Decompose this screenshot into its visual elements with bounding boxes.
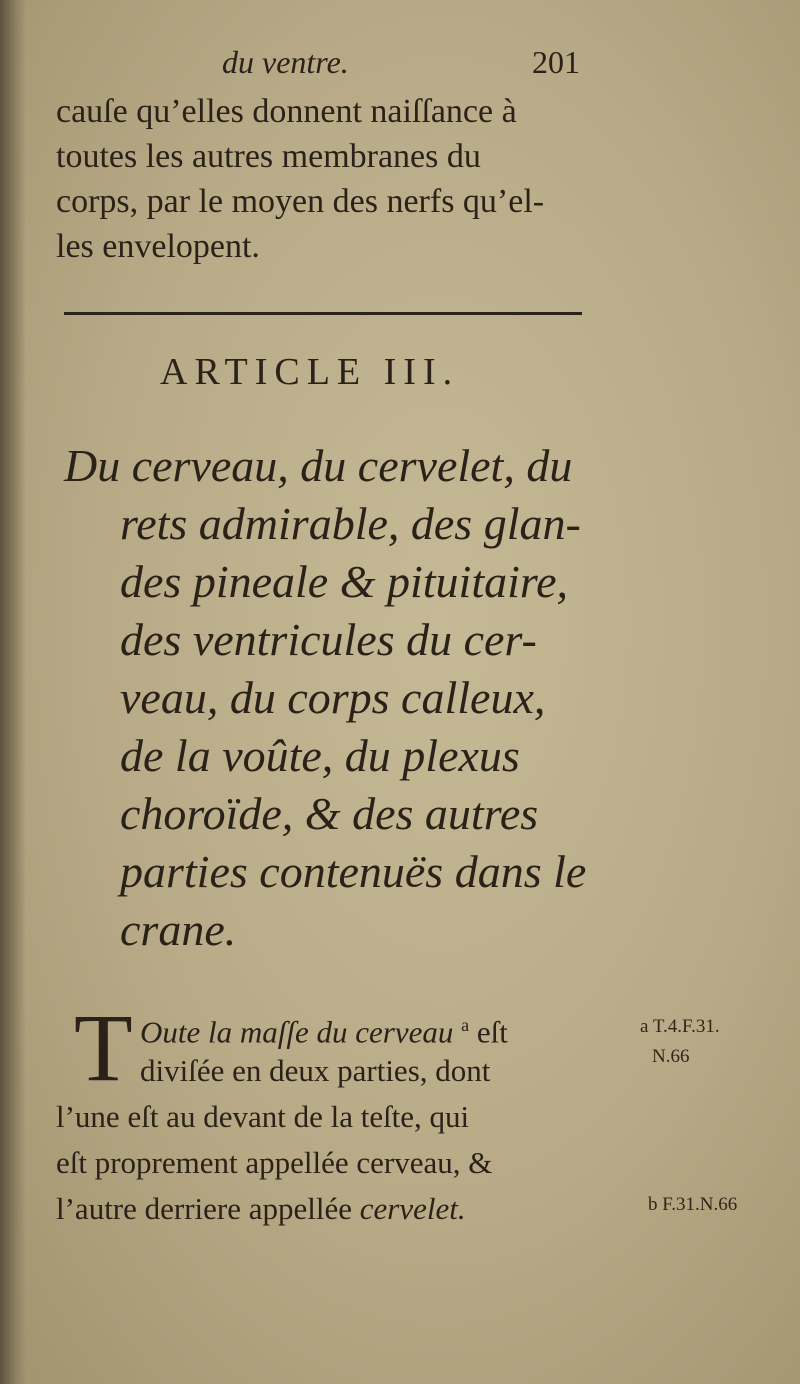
body-first-line: [140, 1006, 508, 1051]
margin-note: a T.4.F.31.: [640, 1016, 720, 1037]
note-mark: a: [461, 1015, 470, 1035]
text-line: les envelopent.: [56, 228, 260, 265]
body-first-words: Oute la maſſe du cerveau: [140, 1014, 454, 1050]
body-line: eſt proprement appellée cerveau, &: [56, 1145, 493, 1180]
body-last-italic: cervelet.: [359, 1191, 466, 1226]
article-heading-line: des pineale & pituitaire,: [120, 556, 569, 607]
body-line: diviſée en deux parties, dont: [140, 1053, 491, 1088]
text-line: cauſe qu’elles donnent naiſſance à: [56, 93, 517, 130]
article-title: ARTICLE III.: [160, 351, 460, 393]
article-heading-line: crane.: [120, 904, 237, 955]
text-line: corps, par le moyen des nerfs qu’el-: [56, 183, 545, 220]
article-heading-line: choroïde, & des autres: [120, 788, 539, 839]
book-gutter: [0, 0, 26, 1384]
section-rule: [64, 312, 582, 315]
article-heading-line: parties contenuës dans le: [120, 846, 587, 897]
running-head: du ventre.: [222, 44, 349, 80]
margin-note: N.66: [652, 1046, 690, 1067]
body-last-line: [56, 1190, 466, 1228]
margin-note: b F.31.N.66: [648, 1194, 738, 1215]
drop-cap: T: [74, 994, 133, 1101]
body-first-rest: eſt: [476, 1014, 508, 1050]
text-line: toutes les autres membranes du: [56, 138, 481, 175]
body-line: l’une eſt au devant de la teſte, qui: [56, 1099, 470, 1134]
body-last-start: l’autre derriere appellée: [56, 1191, 353, 1226]
article-heading-line: Du cerveau, du cervelet, du: [64, 440, 573, 491]
article-heading-line: des ventricules du cer-: [120, 614, 537, 665]
page-number: 201: [532, 44, 580, 80]
article-heading-line: rets admirable, des glan-: [120, 498, 581, 549]
article-heading-line: de la voûte, du plexus: [120, 730, 520, 781]
article-heading-line: veau, du corps calleux,: [120, 672, 546, 723]
